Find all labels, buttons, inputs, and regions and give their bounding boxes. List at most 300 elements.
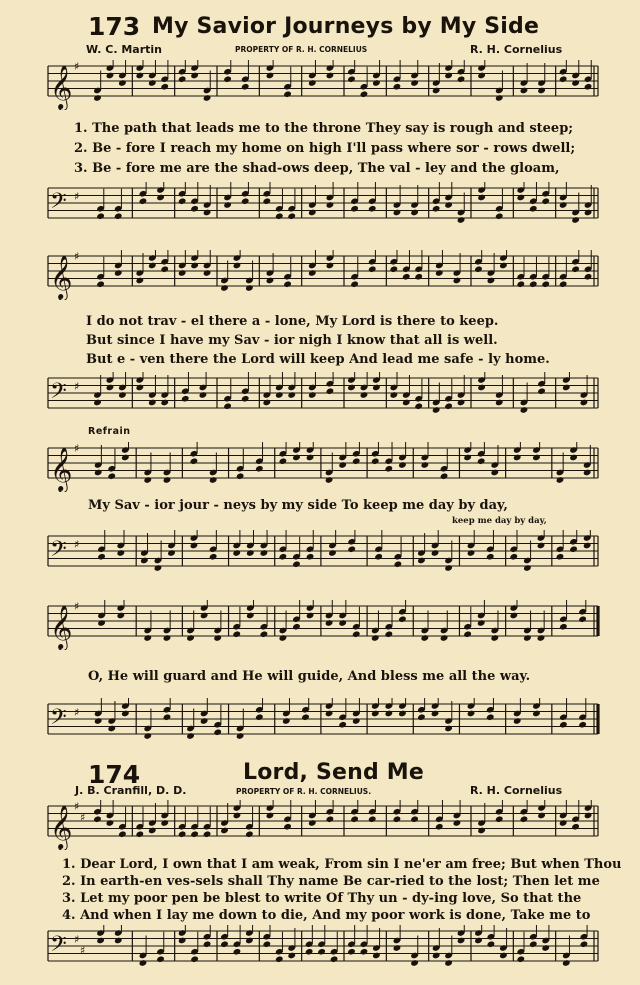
note-head: [523, 564, 532, 572]
note-head: [266, 277, 275, 285]
note-head: [571, 823, 580, 831]
lyric-line: But since I have my Sav - ior nigh I know that all is well.: [86, 333, 498, 348]
note-head: [421, 634, 430, 642]
note-head: [308, 209, 317, 217]
note-head: [317, 948, 326, 956]
note-head: [571, 216, 580, 224]
note-head: [532, 710, 541, 718]
sharp-icon: ♯: [74, 600, 80, 613]
note-head: [94, 469, 103, 477]
note-head: [156, 955, 165, 963]
echo-lyric: keep me day by day,: [452, 516, 547, 526]
note-head: [325, 710, 334, 718]
lyric-line: My Sav - ior jour - neys by my side To keep me day by day,: [88, 498, 508, 513]
lyric-line: 3. Let my poor pen be blest to write Of Thy un - dy-ing love, So that the: [62, 891, 582, 906]
note-head: [347, 384, 356, 392]
note-head: [453, 277, 462, 285]
note-head: [421, 461, 430, 469]
note-head: [292, 560, 301, 568]
note-head: [116, 549, 125, 557]
bass-clef-icon: 𝄢: [50, 189, 67, 219]
note-head: [236, 732, 245, 740]
note-head: [260, 549, 269, 557]
note-head: [106, 819, 115, 827]
note-head: [148, 827, 157, 835]
note-head: [417, 713, 426, 721]
note-head: [541, 944, 550, 952]
note-head: [477, 457, 486, 465]
note-head: [287, 212, 296, 220]
note-head: [283, 280, 292, 288]
note-head: [410, 815, 419, 823]
note-head: [114, 937, 123, 945]
note-head: [160, 83, 169, 91]
note-head: [93, 399, 102, 407]
note-head: [490, 634, 499, 642]
note-head: [241, 197, 250, 205]
bass-staff: [0, 698, 640, 748]
note-head: [474, 937, 483, 945]
note-head: [584, 812, 593, 820]
note-head: [223, 75, 232, 83]
note-head: [398, 615, 407, 623]
note-head: [203, 940, 212, 948]
note-head: [160, 265, 169, 273]
note-head: [114, 269, 123, 277]
note-head: [432, 87, 441, 95]
sharp-icon: ♯: [74, 538, 80, 551]
bass-staff: [0, 182, 640, 232]
note-head: [435, 823, 444, 831]
note-head: [140, 557, 149, 565]
note-head: [262, 197, 271, 205]
note-head: [467, 549, 476, 557]
note-head: [190, 262, 199, 270]
note-head: [178, 269, 187, 277]
sharp-icon: ♯: [74, 800, 80, 813]
note-head: [350, 205, 359, 213]
note-head: [305, 948, 314, 956]
note-head: [571, 265, 580, 273]
note-head: [283, 90, 292, 98]
note-head: [233, 948, 242, 956]
note-head: [275, 391, 284, 399]
note-head: [556, 553, 565, 561]
note-head: [477, 194, 486, 202]
note-head: [223, 402, 232, 410]
note-head: [347, 948, 356, 956]
note-head: [580, 940, 589, 948]
note-head: [537, 634, 546, 642]
note-head: [432, 952, 441, 960]
note-head: [203, 94, 212, 102]
note-head: [190, 830, 199, 838]
note-head: [457, 216, 466, 224]
lyric-line: 2. In earth-en ves-sels shall Thy name Be car-ried to the lost; Then let me: [62, 874, 600, 889]
note-head: [246, 549, 255, 557]
bass-clef-icon: 𝄢: [50, 705, 67, 735]
note-head: [220, 827, 229, 835]
note-head: [372, 952, 381, 960]
note-head: [301, 713, 310, 721]
note-head: [241, 83, 250, 91]
note-head: [584, 83, 593, 91]
note-head: [232, 549, 241, 557]
note-head: [266, 72, 275, 80]
note-head: [347, 75, 356, 83]
note-head: [135, 830, 144, 838]
note-head: [374, 553, 383, 561]
note-head: [121, 454, 130, 462]
note-head: [96, 280, 105, 288]
hymn-composer: R. H. Cornelius: [470, 784, 563, 797]
note-head: [167, 549, 176, 557]
note-head: [569, 454, 578, 462]
note-head: [571, 79, 580, 87]
lyric-line: But e - ven there the Lord will keep And lead me safe - ly home.: [86, 352, 550, 367]
note-head: [562, 384, 571, 392]
note-head: [537, 542, 546, 550]
treble-staff: [0, 250, 640, 300]
note-head: [541, 280, 550, 288]
note-head: [417, 557, 426, 565]
note-head: [325, 476, 334, 484]
note-head: [350, 815, 359, 823]
hymn-property: PROPERTY OF R. H. CORNELIUS.: [236, 787, 372, 796]
note-head: [308, 79, 317, 87]
note-head: [385, 630, 394, 638]
note-head: [457, 399, 466, 407]
note-head: [583, 469, 592, 477]
note-head: [559, 280, 568, 288]
treble-staff: [0, 600, 640, 650]
note-head: [393, 209, 402, 217]
note-head: [292, 623, 301, 631]
note-head: [532, 454, 541, 462]
lyric-line: 3. Be - fore me are the shad-ows deep, The val - ley and the gloam,: [74, 161, 560, 176]
note-head: [223, 201, 232, 209]
hymn-author: W. C. Martin: [86, 43, 162, 56]
note-head: [516, 280, 525, 288]
note-head: [463, 454, 472, 462]
bass-clef-icon: 𝄢: [50, 537, 67, 567]
note-head: [457, 75, 466, 83]
note-head: [338, 619, 347, 627]
note-head: [93, 815, 102, 823]
treble-clef-icon: 𝄞: [50, 447, 73, 491]
note-head: [559, 819, 568, 827]
note-head: [220, 284, 229, 292]
sharp-icon: ♯: [80, 811, 86, 824]
note-head: [203, 830, 212, 838]
note-head: [135, 72, 144, 80]
note-head: [584, 209, 593, 217]
note-head: [389, 391, 398, 399]
note-head: [432, 205, 441, 213]
note-head: [328, 549, 337, 557]
note-head: [444, 564, 453, 572]
note-head: [121, 710, 130, 718]
note-head: [467, 710, 476, 718]
note-head: [495, 399, 504, 407]
note-head: [537, 812, 546, 820]
note-head: [190, 205, 199, 213]
note-head: [275, 212, 284, 220]
hymn-property: PROPERTY OF R. H. CORNELIUS: [235, 45, 368, 54]
note-head: [431, 710, 440, 718]
note-head: [148, 399, 157, 407]
note-head: [190, 955, 199, 963]
note-head: [143, 732, 152, 740]
note-head: [541, 197, 550, 205]
note-head: [160, 819, 169, 827]
note-head: [559, 623, 568, 631]
note-head: [435, 269, 444, 277]
note-head: [233, 262, 242, 270]
note-head: [326, 72, 335, 80]
note-head: [513, 454, 522, 462]
note-head: [559, 75, 568, 83]
note-head: [410, 209, 419, 217]
note-head: [529, 280, 538, 288]
note-head: [287, 391, 296, 399]
note-head: [371, 457, 380, 465]
note-head: [569, 545, 578, 553]
note-head: [262, 399, 271, 407]
note-head: [181, 395, 190, 403]
note-head: [308, 269, 317, 277]
note-head: [213, 728, 222, 736]
note-head: [402, 273, 411, 281]
note-head: [389, 265, 398, 273]
note-head: [440, 472, 449, 480]
note-head: [352, 457, 361, 465]
note-head: [444, 959, 453, 967]
note-head: [107, 472, 116, 480]
note-head: [410, 959, 419, 967]
note-head: [275, 955, 284, 963]
note-head: [118, 79, 127, 87]
note-head: [414, 402, 423, 410]
note-head: [148, 262, 157, 270]
note-head: [200, 612, 209, 620]
note-head: [209, 476, 218, 484]
note-head: [338, 721, 347, 729]
note-head: [352, 717, 361, 725]
note-head: [402, 399, 411, 407]
note-head: [325, 619, 334, 627]
treble-staff: [0, 800, 640, 850]
note-head: [233, 812, 242, 820]
note-head: [154, 564, 163, 572]
note-head: [486, 713, 495, 721]
note-head: [178, 75, 187, 83]
treble-clef-icon: 𝄞: [50, 805, 73, 849]
note-head: [236, 472, 245, 480]
note-head: [487, 277, 496, 285]
note-head: [371, 710, 380, 718]
note-head: [457, 937, 466, 945]
note-head: [414, 273, 423, 281]
note-head: [444, 725, 453, 733]
note-head: [556, 476, 565, 484]
note-head: [292, 454, 301, 462]
note-head: [326, 201, 335, 209]
note-head: [97, 553, 106, 561]
note-head: [118, 391, 127, 399]
note-head: [385, 710, 394, 718]
note-head: [96, 937, 105, 945]
note-head: [477, 384, 486, 392]
bass-staff: [0, 925, 640, 975]
note-head: [580, 399, 589, 407]
note-head: [186, 634, 195, 642]
note-head: [97, 619, 106, 627]
note-head: [578, 721, 587, 729]
hymn-title: My Savior Journeys by My Side: [152, 14, 540, 39]
note-head: [338, 461, 347, 469]
note-head: [537, 87, 546, 95]
note-head: [371, 634, 380, 642]
note-head: [106, 72, 115, 80]
note-head: [330, 955, 339, 963]
note-head: [477, 72, 486, 80]
hymn-number: 174: [88, 760, 141, 789]
note-head: [246, 612, 255, 620]
lyric-line: 4. And when I lay me down to die, And my poor work is done, Take me to: [62, 908, 591, 923]
note-head: [385, 465, 394, 473]
note-head: [495, 815, 504, 823]
note-head: [529, 940, 538, 948]
note-head: [360, 948, 369, 956]
note-head: [106, 384, 115, 392]
note-head: [232, 630, 241, 638]
note-head: [186, 732, 195, 740]
note-head: [266, 812, 275, 820]
note-head: [583, 542, 592, 550]
note-head: [410, 79, 419, 87]
note-head: [190, 457, 199, 465]
lyric-line: 2. Be - fore I reach my home on high I'll pass where sor - rows dwell;: [74, 141, 576, 156]
note-head: [135, 384, 144, 392]
note-head: [306, 454, 315, 462]
note-head: [279, 553, 288, 561]
note-head: [398, 710, 407, 718]
note-head: [135, 277, 144, 285]
treble-staff: [0, 60, 640, 110]
note-head: [306, 612, 315, 620]
note-head: [139, 197, 148, 205]
note-head: [326, 262, 335, 270]
note-head: [559, 721, 568, 729]
note-head: [490, 469, 499, 477]
note-head: [203, 269, 212, 277]
note-head: [200, 717, 209, 725]
note-head: [431, 549, 440, 557]
note-head: [241, 395, 250, 403]
note-head: [260, 630, 269, 638]
treble-clef-icon: 𝄞: [50, 255, 73, 299]
note-head: [94, 717, 103, 725]
note-head: [287, 952, 296, 960]
note-head: [509, 612, 518, 620]
note-head: [143, 476, 152, 484]
note-head: [499, 262, 508, 270]
note-head: [178, 937, 187, 945]
sharp-icon: ♯: [74, 933, 80, 946]
note-head: [93, 94, 102, 102]
note-head: [245, 284, 254, 292]
note-head: [444, 72, 453, 80]
lyric-line: 1. Dear Lord, I own that I am weak, From sin I ne'er am free; But when Thou: [62, 857, 622, 872]
note-head: [220, 940, 229, 948]
note-head: [308, 391, 317, 399]
note-head: [520, 815, 529, 823]
note-head: [463, 630, 472, 638]
note-head: [139, 959, 148, 967]
note-head: [306, 553, 315, 561]
hymn-author: J. B. Cranfill, D. D.: [75, 784, 187, 797]
note-head: [393, 83, 402, 91]
note-head: [255, 713, 264, 721]
note-head: [394, 560, 403, 568]
note-head: [279, 634, 288, 642]
note-head: [509, 553, 518, 561]
note-head: [520, 406, 529, 414]
note-head: [114, 212, 123, 220]
note-head: [190, 72, 199, 80]
note-head: [486, 553, 495, 561]
note-head: [178, 830, 187, 838]
refrain-label: Refrain: [88, 426, 131, 437]
note-head: [520, 87, 529, 95]
note-head: [372, 384, 381, 392]
note-head: [213, 634, 222, 642]
note-head: [352, 630, 361, 638]
note-head: [199, 391, 208, 399]
bass-clef-icon: 𝄢: [50, 379, 67, 409]
note-head: [163, 713, 172, 721]
sharp-icon: ♯: [80, 944, 86, 957]
note-head: [477, 619, 486, 627]
sharp-icon: ♯: [74, 60, 80, 73]
note-head: [368, 265, 377, 273]
note-head: [360, 391, 369, 399]
note-head: [279, 457, 288, 465]
note-head: [513, 717, 522, 725]
note-head: [444, 402, 453, 410]
note-head: [209, 553, 218, 561]
note-head: [360, 90, 369, 98]
lyric-line: O, He will guard and He will guide, And bless me all the way.: [88, 669, 531, 684]
note-head: [326, 387, 335, 395]
note-head: [368, 205, 377, 213]
note-head: [163, 634, 172, 642]
note-head: [474, 265, 483, 273]
note-head: [516, 194, 525, 202]
note-head: [245, 830, 254, 838]
note-head: [118, 830, 127, 838]
note-head: [537, 387, 546, 395]
note-head: [143, 634, 152, 642]
treble-staff: [0, 442, 640, 492]
note-head: [160, 399, 169, 407]
bass-staff: [0, 372, 640, 422]
sharp-icon: ♯: [74, 190, 80, 203]
lyric-line: I do not trav - el there a - lone, My Lord is there to keep.: [86, 314, 499, 329]
note-head: [190, 542, 199, 550]
sharp-icon: ♯: [74, 250, 80, 263]
